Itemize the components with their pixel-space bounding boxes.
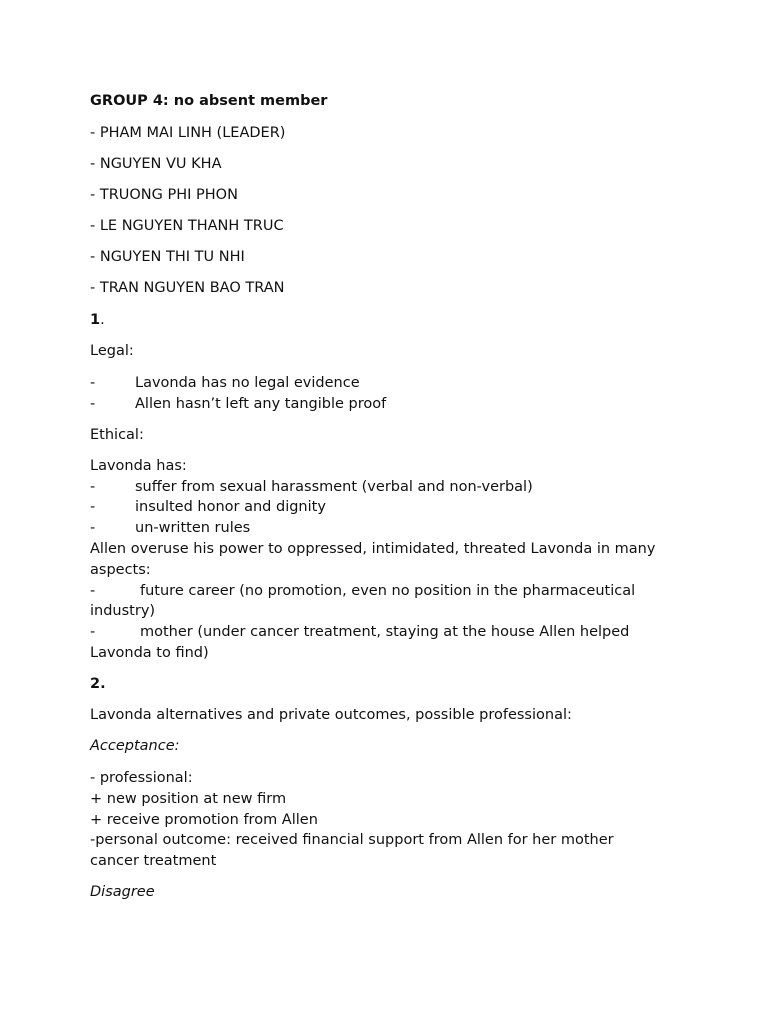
legal-bullet: [90, 394, 386, 414]
bullet-dash: -: [90, 375, 96, 391]
allen-paragraph-line: Allen overuse his power to oppressed, intimidated, threated Lavonda in many: [90, 541, 656, 557]
question-1-number: [90, 310, 105, 330]
acceptance-label: Acceptance:: [90, 738, 180, 754]
question-2-intro: Lavonda alternatives and private outcomes, possible professional:: [90, 707, 572, 723]
bullet-dash: -: [90, 520, 96, 536]
career-bullet-continuation: industry): [90, 603, 156, 619]
ethical-bullet-text: suffer from sexual harassment (verbal and non-verbal): [135, 479, 533, 495]
personal-outcome-line: cancer treatment: [90, 853, 217, 869]
career-bullet-text: future career (no promotion, even no position in the pharmaceutical: [140, 583, 636, 599]
ethical-bullet: [90, 497, 326, 517]
legal-label: Legal:: [90, 343, 134, 359]
mother-bullet-continuation: Lavonda to find): [90, 645, 209, 661]
ethical-label: Ethical:: [90, 427, 144, 443]
ethical-bullet-text: insulted honor and dignity: [135, 499, 326, 515]
ethical-bullet: [90, 477, 533, 497]
disagree-label: Disagree: [90, 884, 155, 900]
allen-paragraph-line: aspects:: [90, 562, 151, 578]
question-1-period: .: [100, 312, 105, 328]
member-item: - NGUYEN THI TU NHI: [90, 249, 245, 265]
member-item: - TRUONG PHI PHON: [90, 187, 238, 203]
member-item: - LE NGUYEN THANH TRUC: [90, 218, 284, 234]
bullet-dash: -: [90, 499, 96, 515]
professional-item: + new position at new firm: [90, 791, 287, 807]
member-item: - TRAN NGUYEN BAO TRAN: [90, 280, 285, 296]
question-1-digit: 1: [90, 312, 101, 328]
question-2-number: 2.: [90, 676, 106, 692]
mother-bullet: [90, 622, 629, 642]
professional-item: + receive promotion from Allen: [90, 812, 318, 828]
group-heading: GROUP 4: no absent member: [90, 93, 328, 109]
bullet-dash: -: [90, 396, 96, 412]
mother-bullet-text: mother (under cancer treatment, staying at the house Allen helped: [140, 624, 630, 640]
personal-outcome-line: -personal outcome: received financial support from Allen for her mother: [90, 832, 614, 848]
professional-label: - professional:: [90, 770, 193, 786]
legal-bullet-text: Allen hasn’t left any tangible proof: [135, 396, 387, 412]
bullet-dash: -: [90, 624, 96, 640]
bullet-dash: -: [90, 583, 96, 599]
career-bullet: [90, 581, 635, 601]
ethical-bullet-text: un-written rules: [135, 520, 251, 536]
member-item: - NGUYEN VU KHA: [90, 156, 222, 172]
legal-bullet: [90, 373, 360, 393]
lavonda-has-label: Lavonda has:: [90, 458, 187, 474]
bullet-dash: -: [90, 479, 96, 495]
member-item: - PHAM MAI LINH (LEADER): [90, 125, 286, 141]
legal-bullet-text: Lavonda has no legal evidence: [135, 375, 360, 391]
ethical-bullet: [90, 518, 250, 538]
